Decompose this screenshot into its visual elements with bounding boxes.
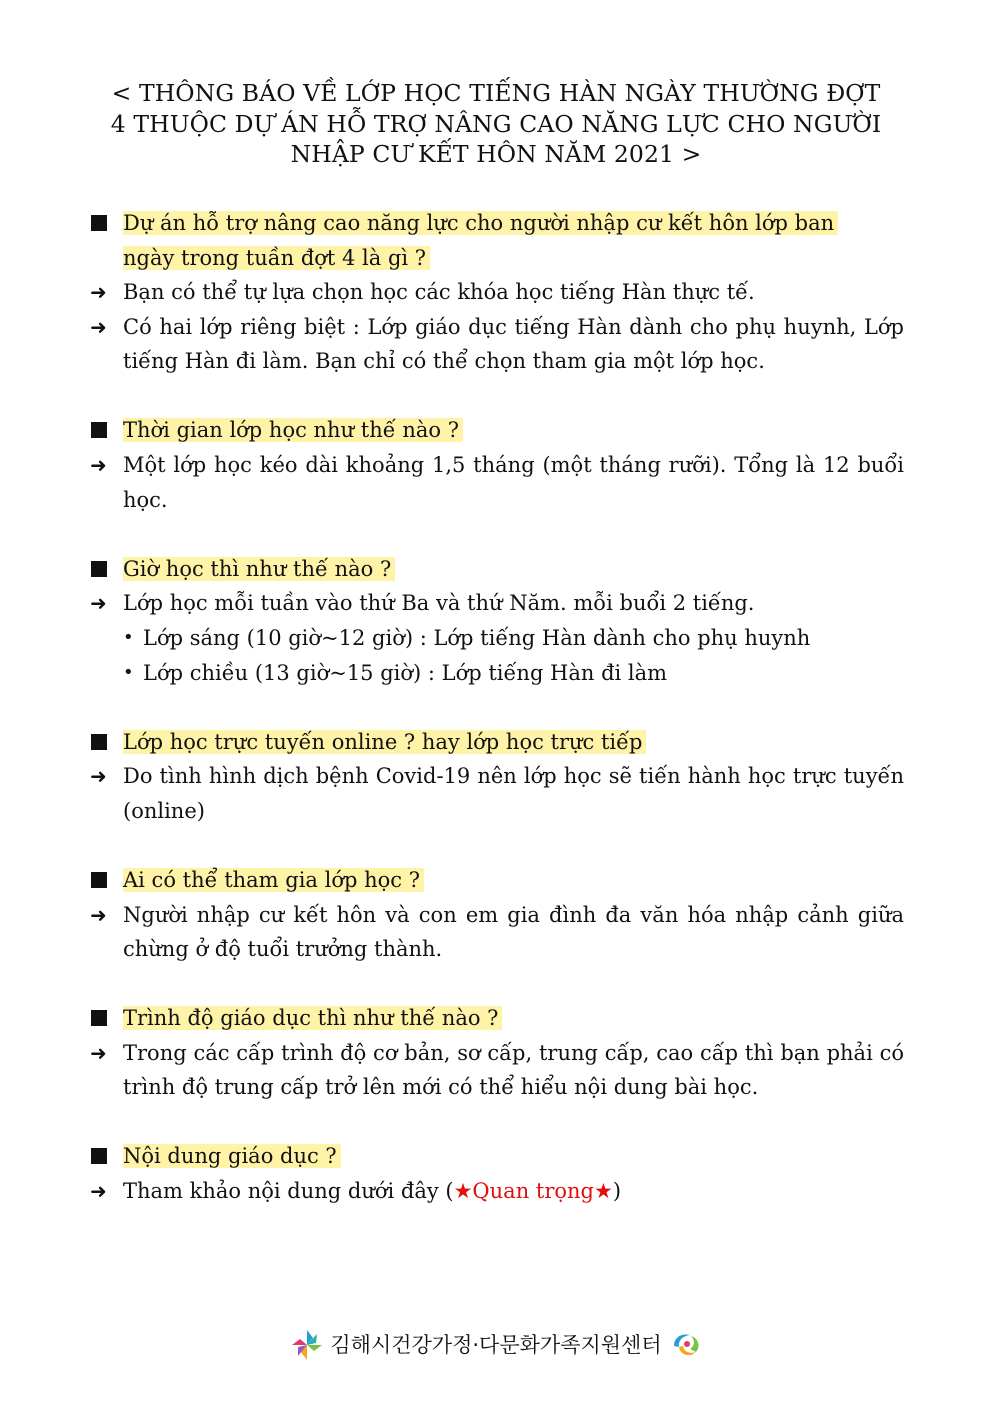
answer-text: Một lớp học kéo dài khoảng 1,5 tháng (một tháng rưỡi). Tổng là 12 buổi học. (123, 453, 904, 512)
faq-content (90, 206, 904, 1243)
answer-line (90, 275, 904, 310)
arrow-right-icon: ➜ (90, 280, 107, 305)
pinwheel-logo-icon (290, 1328, 324, 1362)
answer-text-prefix: Tham khảo nội dung dưới đây ( (123, 1179, 454, 1204)
important-label: ★Quan trọng★ (453, 1179, 613, 1204)
schedule-item (90, 656, 904, 691)
question-text: Giờ học thì như thế nào ? (123, 557, 395, 581)
arrow-right-icon: ➜ (90, 453, 107, 478)
footer (0, 1324, 992, 1365)
question-text: Dự án hỗ trợ nâng cao năng lực cho người nhập cư kết hôn lớp ban (123, 211, 838, 235)
answer-line (90, 1174, 904, 1209)
question-text: ngày trong tuần đợt 4 là gì ? (123, 246, 430, 270)
schedule-text: Lớp sáng (10 giờ~12 giờ) : Lớp tiếng Hàn dành cho phụ huynh (143, 625, 811, 650)
square-bullet-icon (90, 206, 120, 241)
square-bullet-icon (90, 1001, 120, 1036)
faq-section-7 (90, 1139, 904, 1208)
arrow-right-icon: ➜ (90, 764, 107, 789)
faq-section-4 (90, 725, 904, 829)
square-bullet-icon (90, 552, 120, 587)
faq-section-2 (90, 413, 904, 517)
answer-line (90, 759, 904, 828)
arrow-right-icon: ➜ (90, 314, 107, 339)
square-bullet-icon (90, 863, 120, 898)
answer-line (90, 1036, 904, 1105)
arrow-right-icon: ➜ (90, 1040, 107, 1065)
question-line (90, 206, 904, 241)
organization-name: 김해시건강가정·다문화가족지원센터 (330, 1333, 662, 1357)
answer-line (90, 898, 904, 967)
question-text: Ai có thể tham gia lớp học ? (123, 868, 424, 892)
answer-text-suffix: ) (612, 1179, 622, 1204)
faq-section-6 (90, 1001, 904, 1105)
answer-text: Người nhập cư kết hôn và con em gia đình đa văn hóa nhập cảnh giữa chừng ở độ tuổi trưởng thành. (123, 902, 904, 962)
dot-bullet-icon: • (123, 661, 134, 683)
answer-line (90, 310, 904, 379)
answer-line (90, 448, 904, 517)
answer-line (90, 586, 904, 621)
faq-section-5 (90, 863, 904, 967)
question-line (90, 725, 904, 760)
question-line-continued (90, 241, 904, 276)
title-line-2: 4 THUỘC DỰ ÁN HỖ TRỢ NÂNG CAO NĂNG LỰC CHO NGƯỜI (110, 109, 882, 138)
question-line (90, 1001, 904, 1036)
arrow-right-icon: ➜ (90, 902, 107, 927)
dot-bullet-icon: • (123, 626, 134, 648)
square-bullet-icon (90, 413, 120, 448)
square-bullet-icon (90, 1139, 120, 1174)
answer-text: Trong các cấp trình độ cơ bản, sơ cấp, trung cấp, cao cấp thì bạn phải có trình độ trung cấp trở lên mới có thể hiểu nội dung bài học. (123, 1040, 904, 1100)
question-text: Nội dung giáo dục ? (123, 1144, 341, 1168)
question-line (90, 1139, 904, 1174)
arrow-right-icon: ➜ (90, 1179, 107, 1204)
faq-section-1 (90, 206, 904, 379)
page-title (95, 78, 897, 170)
question-text: Thời gian lớp học như thế nào ? (123, 418, 463, 442)
answer-text: Có hai lớp riêng biệt : Lớp giáo dục tiếng Hàn dành cho phụ huynh, Lớp tiếng Hàn đi làm. Bạn chỉ có thể chọn tham gia một lớp học. (123, 314, 904, 374)
title-line-3: NHẬP CƯ KẾT HÔN NĂM 2021 > (290, 140, 702, 168)
question-line (90, 552, 904, 587)
answer-text: Bạn có thể tự lựa chọn học các khóa học tiếng Hàn thực tế. (123, 280, 755, 305)
faq-section-3 (90, 552, 904, 690)
question-line (90, 413, 904, 448)
question-line (90, 863, 904, 898)
title-line-1: < THÔNG BÁO VỀ LỚP HỌC TIẾNG HÀN NGÀY THƯỜNG ĐỢT (111, 79, 881, 107)
square-bullet-icon (90, 725, 120, 760)
answer-text: Do tình hình dịch bệnh Covid-19 nên lớp học sẽ tiến hành học trực tuyến (online) (123, 764, 904, 823)
arrow-right-icon: ➜ (90, 591, 107, 616)
question-text: Trình độ giáo dục thì như thế nào ? (123, 1006, 502, 1030)
answer-text: Lớp học mỗi tuần vào thứ Ba và thứ Năm. mỗi buổi 2 tiếng. (123, 591, 755, 616)
question-text: Lớp học trực tuyến online ? hay lớp học trực tiếp (123, 730, 646, 754)
schedule-text: Lớp chiều (13 giờ~15 giờ) : Lớp tiếng Hàn đi làm (143, 660, 668, 685)
family-logo-icon (668, 1330, 702, 1360)
schedule-item (90, 621, 904, 656)
